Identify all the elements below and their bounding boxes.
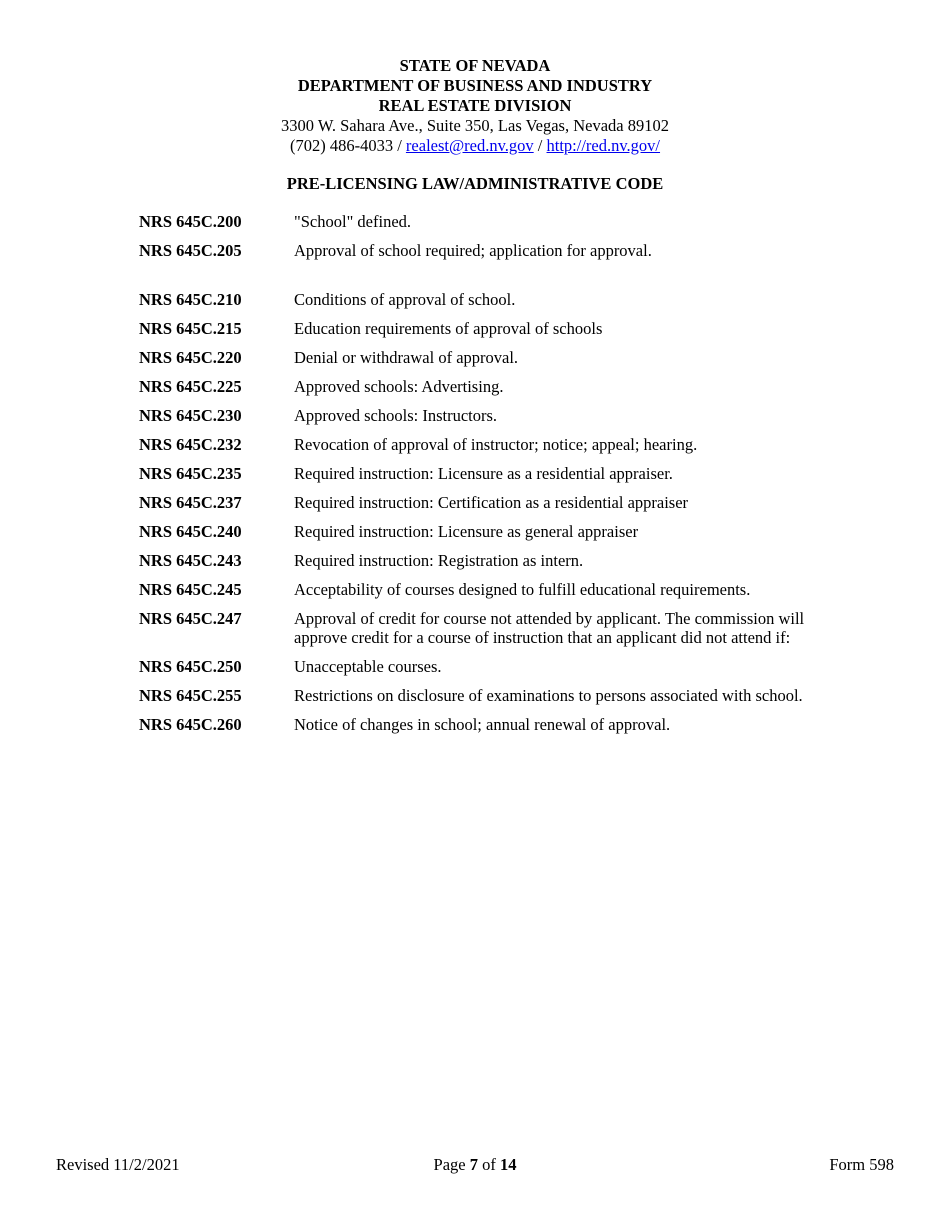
section-code: NRS 645C.245 [139,580,242,599]
contact-separator: / [393,136,406,155]
section-code: NRS 645C.250 [139,657,242,676]
form-number: Form 598 [829,1155,894,1174]
section-code: NRS 645C.247 [139,609,242,628]
list-item [139,464,839,483]
section-description: Notice of changes in school; annual renewal of approval. [294,715,671,734]
page-of: of [477,1155,500,1174]
section-code: NRS 645C.243 [139,551,242,570]
revised-date: Revised 11/2/2021 [56,1155,180,1174]
section-description: Unacceptable courses. [294,657,442,676]
section-description: Revocation of approval of instructor; notice; appeal; hearing. [294,435,698,454]
list-item [139,657,839,676]
section-code: NRS 645C.205 [139,241,242,260]
section-description: Education requirements of approval of schools [294,319,603,338]
header-division: REAL ESTATE DIVISION [378,96,572,115]
header-contact [0,136,950,156]
total-pages: 14 [499,1155,517,1174]
section-code: NRS 645C.237 [139,493,242,512]
header-state: STATE OF NEVADA [399,56,551,75]
list-item [139,406,839,425]
section-description: Approved schools: Instructors. [294,406,498,425]
page-number [56,1155,894,1175]
section-code: NRS 645C.255 [139,686,242,705]
list-item [139,551,839,570]
section-code: NRS 645C.232 [139,435,242,454]
current-page: 7 [469,1155,478,1174]
list-item [139,609,839,647]
section-description: Approved schools: Advertising. [294,377,504,396]
section-code: NRS 645C.235 [139,464,242,483]
header-phone: (702) 486-4033 [289,136,394,155]
section-description: "School" defined. [294,212,412,231]
page-footer [56,1155,894,1175]
email-link[interactable]: realest@red.nv.gov [405,136,534,155]
document-header [0,56,950,156]
website-link[interactable]: http://red.nv.gov/ [546,136,661,155]
section-description: Approval of credit for course not attended by applicant. The commission will approve credit for a course of instruction that an applicant did not attend if: [294,609,805,647]
page-prefix: Page [433,1155,470,1174]
section-code: NRS 645C.200 [139,212,242,231]
section-code: NRS 645C.260 [139,715,242,734]
section-code: NRS 645C.230 [139,406,242,425]
list-item [139,348,839,367]
list-item [139,241,839,260]
section-description: Denial or withdrawal of approval. [294,348,519,367]
contact-separator: / [533,136,547,155]
section-description: Required instruction: Licensure as general appraiser [294,522,639,541]
section-description: Required instruction: Registration as intern. [294,551,584,570]
page-title: PRE-LICENSING LAW/ADMINISTRATIVE CODE [286,174,664,193]
list-item [139,377,839,396]
section-description: Conditions of approval of school. [294,290,516,309]
section-code: NRS 645C.220 [139,348,242,367]
list-item [139,212,839,231]
list-item [139,686,839,705]
section-code: NRS 645C.215 [139,319,242,338]
list-item [139,580,839,599]
list-item [139,493,839,512]
section-list [139,212,839,744]
list-item [139,290,839,309]
section-description: Restrictions on disclosure of examinations to persons associated with school. [294,686,803,705]
section-code: NRS 645C.240 [139,522,242,541]
list-item [139,522,839,541]
section-description: Required instruction: Certification as a residential appraiser [294,493,689,512]
section-code: NRS 645C.210 [139,290,242,309]
section-description: Acceptability of courses designed to fulfill educational requirements. [294,580,751,599]
section-description: Approval of school required; application for approval. [294,241,652,260]
section-code: NRS 645C.225 [139,377,242,396]
list-item [139,435,839,454]
list-item [139,715,839,734]
list-item [139,319,839,338]
header-address: 3300 W. Sahara Ave., Suite 350, Las Vegas, Nevada 89102 [281,116,669,135]
header-department: DEPARTMENT OF BUSINESS AND INDUSTRY [297,76,653,95]
section-description: Required instruction: Licensure as a residential appraiser. [294,464,673,483]
